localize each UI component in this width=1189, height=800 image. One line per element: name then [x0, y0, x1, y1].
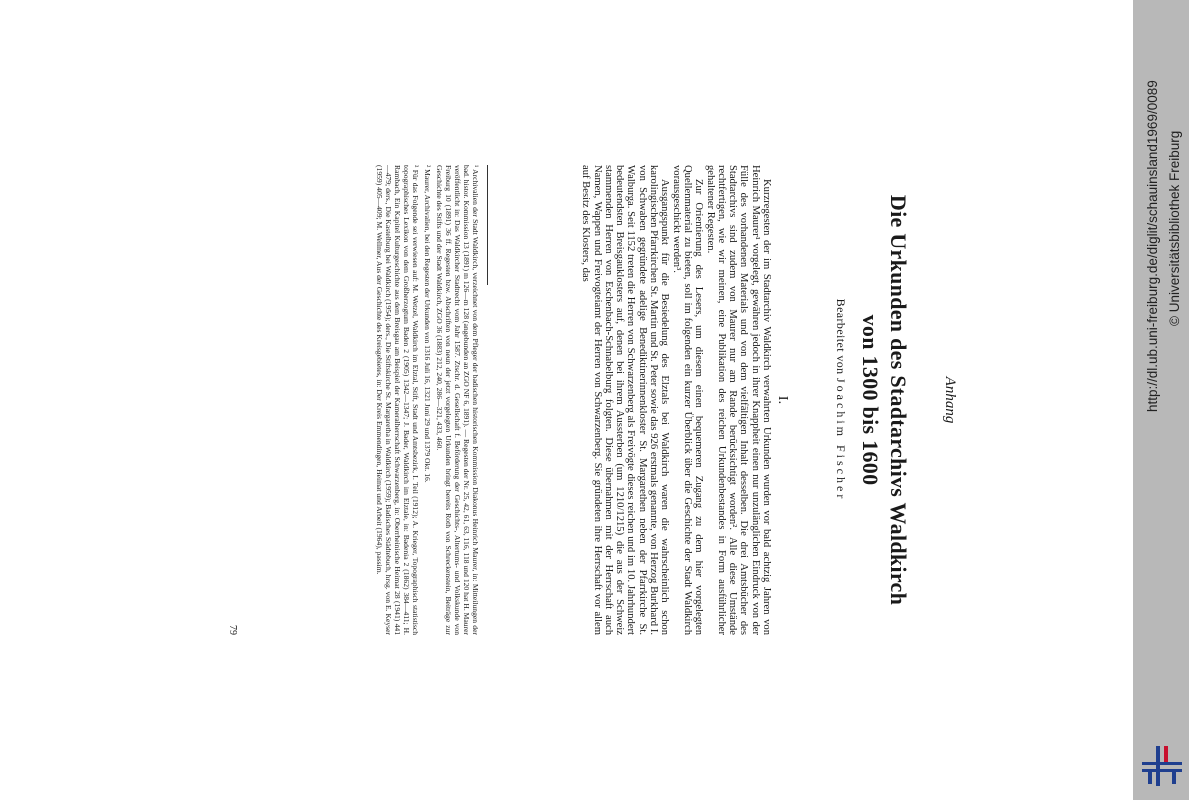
anhang-heading: Anhang	[942, 376, 958, 424]
paragraph: Zur Orientierung des Lesers, um diesem einen bequemeren Zugang zu dem hier vorgelegten Quellenmaterial zu bieten, soll im folgenden ein kurzer Überblick über die Geschichte der Stadt Waldkirch vorausgeschickt werden³.	[670, 165, 705, 635]
section-number: I.	[775, 395, 790, 405]
footnote-rule	[487, 165, 488, 285]
scanned-page	[180, 0, 980, 800]
paragraph: Ausgangspunkt für die Besiedelung des Elztals bei Waldkirch waren die wahrscheinlich schon karolingischen Pfarrkirchen St. Martin und St. Peter sowie das 926 erstmals genannte, von Herzog Burkhard I. von Schwaben gegründete adelige Benediktinerinnenkloster St. Margarethen neben der Pfarrkirche St. Walburga. Seit 1152 treten die Herren von Schwarzenberg als Freivögte dieses reichen und im 10. Jahrhundert bedeutendsten Breisgauklosters auf, denen bei ihrem Aussterben (um 1210/1215) die aus der Schweiz stammenden Herren von Eschenbach-Schnabelburg folgten. Diese übernahmen mit der Herrschaft auch Namen, Wappen und Freivogteiamt der Herren von Schwarzenberg. Sie gründeten ihre Herrschaft vor allem auf Besitz des Klosters, das	[580, 165, 671, 635]
folio	[180, 0, 980, 800]
ub-freiburg-logo-icon	[1142, 742, 1182, 790]
source-url-link[interactable]: http://dl.ub.uni-freiburg.de/diglit/schauinsland1969/0089	[1145, 80, 1160, 412]
byline-prefix: Bearbeitet von	[834, 298, 848, 375]
footnotes	[372, 165, 480, 635]
byline	[833, 0, 848, 800]
rotated-folio	[180, 0, 980, 800]
title-line-1: Die Urkunden des Stadtarchivs Waldkirch	[886, 194, 911, 606]
footnote: ² Maurer, Archivalien, bei den Regesten der Urkunden von 1316 Juli 16, 1321 Juni 29 und 1379 Okt. 16.	[423, 165, 432, 483]
copyright-notice: © Universitätsbibliothek Freiburg	[1167, 130, 1182, 326]
body-text	[580, 165, 772, 635]
byline-author: Joachim Fischer	[834, 378, 848, 502]
sidebar-text	[1133, 0, 1189, 800]
page-number: 79	[227, 625, 238, 635]
paragraph: Kurzregesten der im Stadtarchiv Waldkirch verwahrten Urkunden wurden vor bald achtzig Jahren von Heinrich Maurer¹ vorgelegt, gewähren jedoch in ihrer Knappheit einen nur unzulänglichen Eindruck von der Fülle des vorhandenen Materials und von dem vielfältigen Inhalt desselben. Die drei Amtsbücher des Stadtarchivs sind zudem von Maurer nur am Rande berücksichtigt worden². Alle diese Umstände rechtfertigen, wie wir meinen, eine Publikation des reichen Urkundenbestandes in Form ausführlicher gehaltener Regesten.	[704, 165, 772, 635]
title-line-2: von 1300 bis 1600	[858, 314, 883, 486]
footnote: ³ Für das Folgende sei verwiesen auf: M. Wetzel, Waldkirch im Elztal, Stift, Stadt und Amtsbezirk, I. Teil (1912); A. Krieger, Topographisch statistisch topographisches Lexikon von dem Großherzogtum Baden 2 (1905) 1342—1347; J. Bader, Waldkirch im Elztale, in: Badenia 2 (1862) 384—411; H. Rambach, Ein Kapitel Kulturgeschichte aus dem Breisgau am Beispiel der Kameralherrschaft Schwarzenberg, in: Oberrheinische Heimat 28 (1941) 441—479; ders., Die Kastelburg bei Waldkirch (1954); ders., Die Stiftskirche St. Margaretha in Waldkirch (1959); Badisches Städtebuch, hrsg. von E. Keyser (1959) 405—409; M. Wellmer, Aus der Geschichte des Kreisgebietes, in: Der Kreis Emmendingen, Heimat und Arbeit (1964), passim.	[375, 165, 420, 635]
document-title	[856, 0, 912, 800]
footnote: ¹ Archivalien der Stadt Waldkirch, verzeichnet von dem Pfleger der badischen historischen Kommission Diakonus Heinrich Maurer, in: Mitteilungen der bad. histor. Kommission 13 (1891) m 126—m 128 (angebunden an ZGO NF 6, 1891). — Regesten der Nr. 25, 42, 61, 63, 116, 118 und 120 hat H. Maurer veröffentlicht in: Das Waldkircher Stadtrecht vom Jahr 1587. Ztschr. d. Gesellschaft f. Beförderung der Geschichts-, Altertums- und Volkskunde von Freiburg 10 (1891) 36 ff. Regesten bzw. Abschriften von neun der jetzt vorgelegten Urkunden bringt bereits Roth von Schreckenstein, Beiträge zur Geschichte des Stifts und der Stadt Waldkirch, ZGO 36 (1883) 212, 240, 286—321, 433, 460.	[435, 165, 480, 635]
